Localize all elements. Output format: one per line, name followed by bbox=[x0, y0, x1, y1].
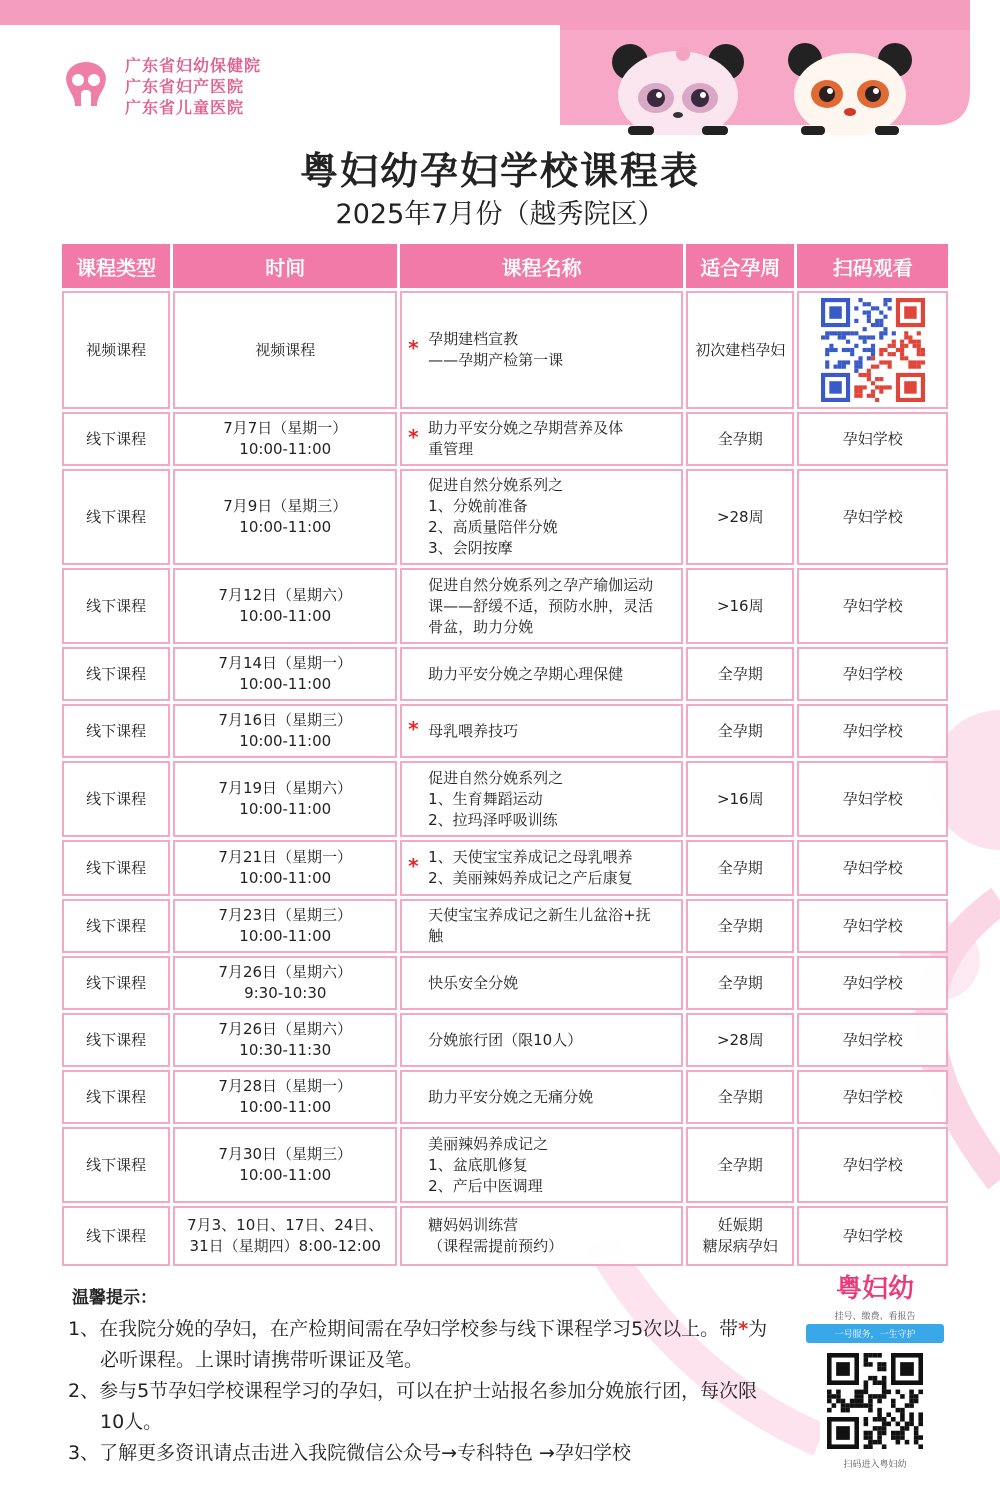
cell-line: 初次建档孕妇 bbox=[695, 340, 786, 359]
cell-watch: 孕妇学校 bbox=[797, 840, 948, 896]
cell-time bbox=[173, 956, 397, 1010]
cell-line: 7月16日（星期三） bbox=[218, 711, 353, 729]
cell-watch: 孕妇学校 bbox=[797, 412, 948, 466]
tips-title: 温馨提示： bbox=[72, 1288, 157, 1308]
cell-line: 31日（星期四）8:00-12:00 bbox=[189, 1237, 381, 1255]
cell-line: 1、生育舞蹈运动 bbox=[428, 789, 543, 808]
cell-course-name bbox=[400, 568, 683, 644]
cell-line: 孕期建档宣教 bbox=[428, 330, 519, 348]
cell-course-type: 线下课程 bbox=[62, 1206, 170, 1266]
required-star-icon: * bbox=[408, 336, 419, 360]
cell-course-name bbox=[400, 469, 683, 565]
cell-line: 7月21日（星期一） bbox=[218, 848, 353, 866]
cell-line: 7月26日（星期六） bbox=[218, 1020, 353, 1038]
required-star-icon: * bbox=[408, 425, 419, 449]
cell-line: >28周 bbox=[716, 1030, 764, 1049]
cell-course-name bbox=[400, 412, 683, 466]
cell-line: 全孕期 bbox=[717, 916, 763, 935]
cell-line: 10:00-11:00 bbox=[239, 675, 332, 693]
cell-weeks bbox=[686, 899, 794, 953]
cell-course-name bbox=[400, 647, 683, 701]
cell-line: 全孕期 bbox=[717, 1087, 763, 1106]
cell-time bbox=[173, 647, 397, 701]
cell-weeks bbox=[686, 956, 794, 1010]
cell-line: 触 bbox=[428, 927, 444, 945]
cell-weeks bbox=[686, 840, 794, 896]
tip-item-2 bbox=[68, 1376, 768, 1438]
cell-line: 促进自然分娩系列之孕产瑜伽运动 bbox=[428, 575, 654, 594]
cell-line: 助力平安分娩之孕期心理保健 bbox=[428, 664, 624, 683]
cell-line: 10:00-11:00 bbox=[239, 732, 332, 750]
cell-line: 7月28日（星期一） bbox=[218, 1077, 353, 1095]
tip-text: 3、了解更多资讯请点击进入我院微信公众号→专科特色 →孕妇学校 bbox=[68, 1442, 631, 1464]
promo-brand: 粤妇幼 bbox=[835, 1274, 914, 1304]
cell-line: 全孕期 bbox=[717, 1155, 763, 1174]
cell-course-type: 线下课程 bbox=[62, 1013, 170, 1067]
cell-course-type: 线下课程 bbox=[62, 412, 170, 466]
cell-line: 快乐安全分娩 bbox=[428, 973, 519, 992]
tip-text: 2、参与5节孕妇学校课程学习的孕妇，可以在护士站报名参加分娩旅行团，每次限10人。 bbox=[68, 1380, 758, 1433]
column-header: 课程名称 bbox=[400, 244, 683, 288]
cell-weeks bbox=[686, 647, 794, 701]
cell-watch: 孕妇学校 bbox=[797, 568, 948, 644]
cell-time bbox=[173, 840, 397, 896]
cell-watch: 孕妇学校 bbox=[797, 647, 948, 701]
video-qr-code-icon[interactable] bbox=[821, 298, 925, 402]
table-row bbox=[62, 840, 948, 896]
cell-course-type: 线下课程 bbox=[62, 469, 170, 565]
cell-course-type: 线下课程 bbox=[62, 761, 170, 837]
column-header: 适合孕周 bbox=[686, 244, 794, 288]
cell-line: ——孕期产检第一课 bbox=[428, 351, 564, 369]
cell-time bbox=[173, 1206, 397, 1266]
cell-line: 妊娠期 bbox=[717, 1216, 763, 1234]
cell-watch: 孕妇学校 bbox=[797, 469, 948, 565]
cell-watch: 孕妇学校 bbox=[797, 899, 948, 953]
cell-line: （课程需提前预约） bbox=[428, 1237, 564, 1255]
cell-time bbox=[173, 899, 397, 953]
cell-watch: 孕妇学校 bbox=[797, 956, 948, 1010]
cell-line: 2、拉玛泽呼吸训练 bbox=[428, 810, 558, 829]
tip-text: 1、在我院分娩的孕妇，在产检期间需在孕妇学校参与线下课程学习5次以上。带 bbox=[68, 1318, 739, 1340]
cell-course-name bbox=[400, 956, 683, 1010]
table-row bbox=[62, 291, 948, 409]
cell-course-type: 线下课程 bbox=[62, 704, 170, 758]
cell-time bbox=[173, 412, 397, 466]
cell-line: 糖尿病孕妇 bbox=[702, 1237, 778, 1255]
cell-course-type: 线下课程 bbox=[62, 647, 170, 701]
cell-line: 全孕期 bbox=[717, 973, 763, 992]
required-star-icon: * bbox=[408, 717, 419, 741]
cell-weeks bbox=[686, 761, 794, 837]
cell-line: 7月23日（星期三） bbox=[218, 906, 353, 924]
page-subtitle: 2025年7月份（越秀院区） bbox=[335, 199, 665, 230]
cell-line: >16周 bbox=[716, 789, 764, 808]
cell-weeks bbox=[686, 1013, 794, 1067]
cell-line: 课——舒缓不适，预防水肿，灵活 bbox=[428, 596, 654, 615]
cell-weeks bbox=[686, 412, 794, 466]
cell-line: 2、高质量陪伴分娩 bbox=[428, 518, 558, 536]
cell-line: 助力平安分娩之无痛分娩 bbox=[428, 1087, 594, 1106]
page-title: 粤妇幼孕妇学校课程表 bbox=[299, 149, 700, 193]
cell-course-name bbox=[400, 761, 683, 837]
cell-weeks bbox=[686, 1127, 794, 1203]
cell-line: 7月12日（星期六） bbox=[218, 586, 353, 604]
cell-course-type: 线下课程 bbox=[62, 840, 170, 896]
cell-line: 10:00-11:00 bbox=[239, 869, 332, 887]
cell-weeks bbox=[686, 1206, 794, 1266]
cell-line: 7月7日（星期一） bbox=[223, 419, 348, 437]
cell-course-name bbox=[400, 1070, 683, 1124]
cell-time bbox=[173, 291, 397, 409]
cell-line: 10:30-11:30 bbox=[239, 1041, 332, 1059]
hospital-logo bbox=[55, 55, 261, 118]
cell-watch bbox=[797, 291, 948, 409]
cell-weeks bbox=[686, 568, 794, 644]
wechat-qr-code-icon[interactable] bbox=[827, 1353, 923, 1449]
wechat-promo bbox=[800, 1268, 950, 1470]
cell-course-type: 视频课程 bbox=[62, 291, 170, 409]
red-panda-mascot-icon bbox=[785, 40, 915, 135]
cell-line: 分娩旅行团（限10人） bbox=[428, 1030, 583, 1049]
cell-course-name bbox=[400, 840, 683, 896]
table-row bbox=[62, 469, 948, 565]
cell-line: 全孕期 bbox=[717, 721, 763, 740]
tips-section bbox=[68, 1283, 768, 1469]
hospital-name-3: 广东省儿童医院 bbox=[125, 98, 245, 117]
table-row bbox=[62, 647, 948, 701]
cell-line: 7月30日（星期三） bbox=[218, 1145, 353, 1163]
cell-time bbox=[173, 568, 397, 644]
cell-course-name bbox=[400, 1127, 683, 1203]
tip-text: 为必听课程。上课时请携带听课证及笔。 bbox=[100, 1318, 768, 1371]
promo-banner: 一号服务，一生守护 bbox=[806, 1324, 944, 1343]
cell-line: 1、盆底肌修复 bbox=[428, 1155, 528, 1174]
cell-time bbox=[173, 704, 397, 758]
table-row bbox=[62, 761, 948, 837]
table-row bbox=[62, 704, 948, 758]
cell-line: 助力平安分娩之孕期营养及体 bbox=[428, 419, 624, 437]
cell-course-type: 线下课程 bbox=[62, 1127, 170, 1203]
cell-line: 1、分娩前准备 bbox=[428, 497, 528, 515]
cell-course-type: 线下课程 bbox=[62, 899, 170, 953]
table-row bbox=[62, 1013, 948, 1067]
table-header-row bbox=[62, 244, 948, 288]
cell-line: 糖妈妈训练营 bbox=[428, 1216, 519, 1234]
cell-line: 10:00-11:00 bbox=[239, 440, 332, 458]
tip-item-3 bbox=[68, 1438, 768, 1469]
cell-line: 1、天使宝宝养成记之母乳喂养 bbox=[428, 848, 633, 866]
hospital-logo-icon bbox=[55, 56, 117, 118]
hospital-name-2: 广东省妇产医院 bbox=[125, 77, 245, 96]
cell-line: 7月3、10日、17日、24日、 bbox=[187, 1216, 384, 1234]
cell-course-type: 线下课程 bbox=[62, 956, 170, 1010]
cell-weeks bbox=[686, 704, 794, 758]
table-row bbox=[62, 1127, 948, 1203]
cell-watch: 孕妇学校 bbox=[797, 761, 948, 837]
cell-line: 美丽辣妈养成记之 bbox=[428, 1134, 549, 1153]
cell-watch: 孕妇学校 bbox=[797, 1070, 948, 1124]
promo-caption: 扫码进入粤妇幼 bbox=[843, 1460, 907, 1470]
cell-line: 10:00-11:00 bbox=[239, 1166, 332, 1184]
cell-line: >16周 bbox=[716, 596, 764, 615]
cell-watch: 孕妇学校 bbox=[797, 1127, 948, 1203]
cell-course-name bbox=[400, 1206, 683, 1266]
cell-time bbox=[173, 1013, 397, 1067]
required-star-icon: * bbox=[738, 1318, 749, 1340]
cell-line: 7月26日（星期六） bbox=[218, 963, 353, 981]
cell-course-type: 线下课程 bbox=[62, 1070, 170, 1124]
cell-line: 10:00-11:00 bbox=[239, 518, 332, 536]
table-row bbox=[62, 1206, 948, 1266]
tip-item-1 bbox=[68, 1314, 768, 1376]
table-row bbox=[62, 1070, 948, 1124]
cell-line: 2、产后中医调理 bbox=[428, 1176, 543, 1195]
hospital-name-1: 广东省妇幼保健院 bbox=[125, 56, 262, 75]
cell-line: 7月14日（星期一） bbox=[218, 654, 353, 672]
cell-weeks bbox=[686, 1070, 794, 1124]
cell-time bbox=[173, 469, 397, 565]
cell-line: 促进自然分娩系列之 bbox=[428, 768, 564, 787]
cell-watch: 孕妇学校 bbox=[797, 1206, 948, 1266]
cell-line: 骨盆，助力分娩 bbox=[428, 617, 534, 636]
cell-line: 7月9日（星期三） bbox=[223, 497, 348, 515]
cell-line: 3、会阴按摩 bbox=[428, 539, 513, 557]
column-header: 课程类型 bbox=[62, 244, 170, 288]
cell-line: 10:00-11:00 bbox=[239, 800, 332, 818]
column-header: 时间 bbox=[173, 244, 397, 288]
cell-line: 天使宝宝养成记之新生儿盆浴+抚 bbox=[428, 906, 651, 924]
cell-course-name bbox=[400, 1013, 683, 1067]
cell-course-type: 线下课程 bbox=[62, 568, 170, 644]
cell-watch: 孕妇学校 bbox=[797, 1013, 948, 1067]
table-row bbox=[62, 412, 948, 466]
course-schedule-table bbox=[62, 241, 948, 1269]
table-row bbox=[62, 899, 948, 953]
cell-weeks bbox=[686, 291, 794, 409]
column-header: 扫码观看 bbox=[797, 244, 948, 288]
cell-line: 重管理 bbox=[428, 440, 474, 458]
cell-line: 全孕期 bbox=[717, 429, 763, 448]
cell-line: >28周 bbox=[716, 507, 764, 526]
cell-course-name bbox=[400, 899, 683, 953]
cell-line: 9:30-10:30 bbox=[244, 984, 327, 1002]
cell-line: 视频课程 bbox=[255, 340, 316, 359]
cell-line: 7月19日（星期六） bbox=[218, 779, 353, 797]
cell-watch: 孕妇学校 bbox=[797, 704, 948, 758]
cell-line: 10:00-11:00 bbox=[239, 927, 332, 945]
promo-tags: 挂号、缴费、看报告 bbox=[834, 1312, 916, 1322]
cell-course-name bbox=[400, 704, 683, 758]
pink-panda-mascot-icon bbox=[608, 40, 748, 135]
cell-line: 母乳喂养技巧 bbox=[428, 721, 519, 740]
cell-line: 全孕期 bbox=[717, 664, 763, 683]
cell-time bbox=[173, 1070, 397, 1124]
table-row bbox=[62, 956, 948, 1010]
cell-time bbox=[173, 1127, 397, 1203]
cell-time bbox=[173, 761, 397, 837]
table-row bbox=[62, 568, 948, 644]
cell-line: 10:00-11:00 bbox=[239, 1098, 332, 1116]
required-star-icon: * bbox=[408, 854, 419, 878]
cell-line: 促进自然分娩系列之 bbox=[428, 476, 564, 494]
cell-line: 全孕期 bbox=[717, 858, 763, 877]
cell-line: 10:00-11:00 bbox=[239, 607, 332, 625]
cell-weeks bbox=[686, 469, 794, 565]
cell-line: 2、美丽辣妈养成记之产后康复 bbox=[428, 869, 633, 887]
cell-course-name bbox=[400, 291, 683, 409]
